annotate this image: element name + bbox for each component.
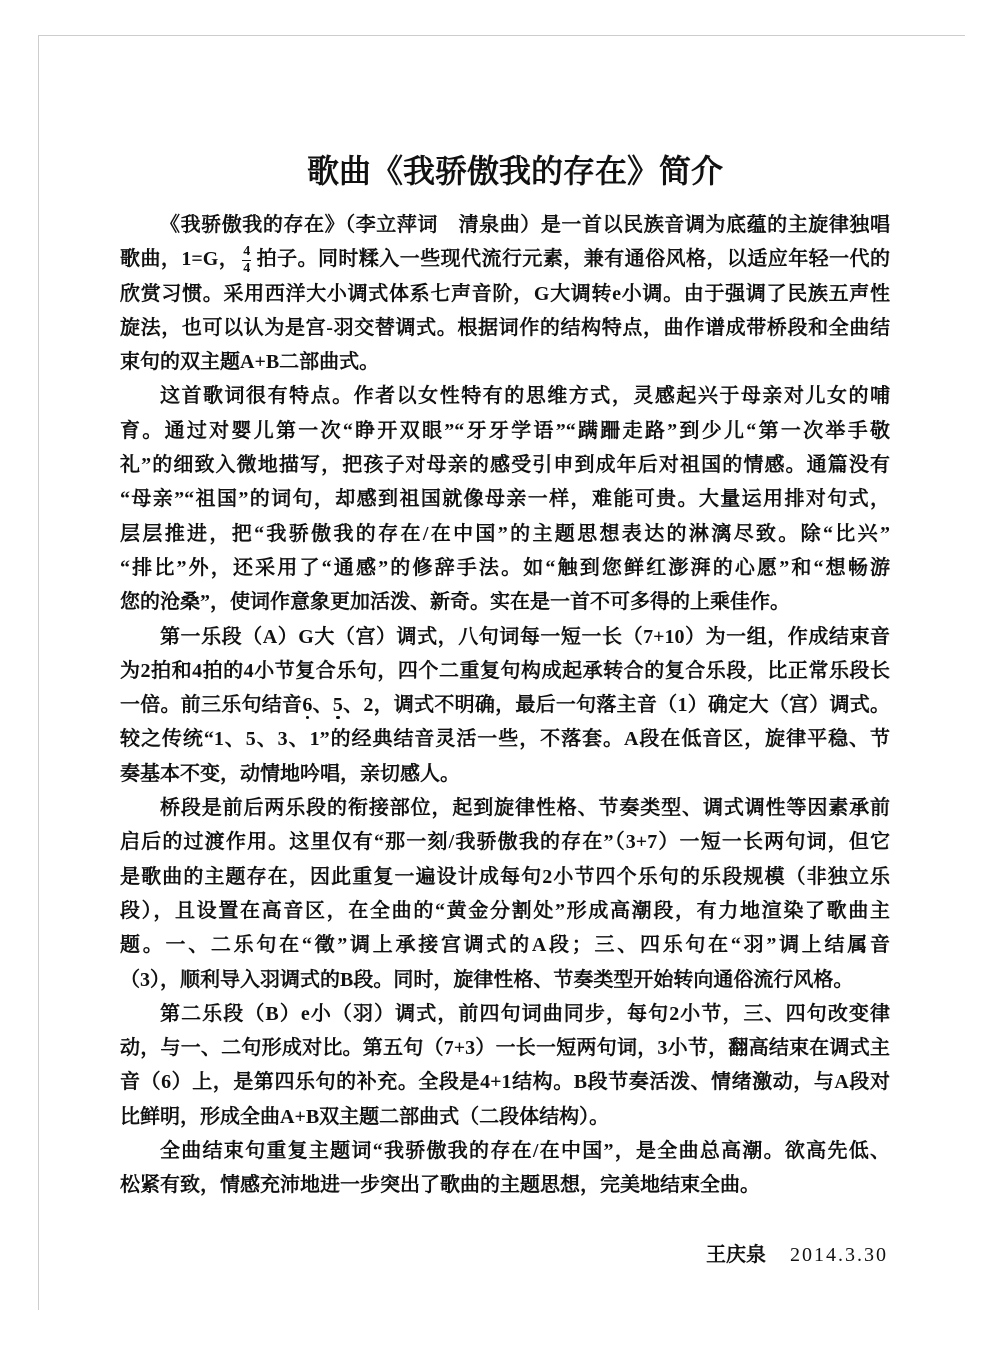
text-segment: 、 bbox=[312, 694, 333, 717]
paragraph-overview bbox=[120, 208, 890, 379]
paragraph-ending bbox=[120, 1134, 890, 1203]
paragraph-section-b bbox=[120, 997, 890, 1134]
text-line: 启后的过渡作用。这里仅有“那一刻/我骄傲我的存在”（3+7）一短一长两句词，但它 bbox=[120, 831, 890, 854]
text-line: 层层推进，把“我骄傲我的存在/在中国”的主题思想表达的淋漓尽致。除“比兴” bbox=[120, 522, 890, 545]
text-line bbox=[120, 242, 890, 276]
text-segment: 歌曲，1=G， bbox=[120, 248, 240, 271]
text-line: 段），且设置在高音区，在全曲的“黄金分割处”形成高潮段，有力地渲染了歌曲主 bbox=[120, 899, 890, 922]
text-line: 为2拍和4拍的4小节复合乐句，四个二重复句构成起承转合的复合乐段，比正常乐段长 bbox=[120, 659, 890, 682]
text-line: 育。通过对婴儿第一次“睁开双眼”“牙牙学语”“蹒跚走路”到少儿“第一次举手敬 bbox=[120, 419, 890, 442]
time-signature bbox=[242, 245, 251, 276]
text-line: 旋法，也可以认为是宫-羽交替调式。根据词作的结构特点，曲作谱成带桥段和全曲结 bbox=[120, 316, 890, 339]
text-segment: 拍子。同时糅入一些现代流行元素，兼有通俗风格，以适应年轻一代的 bbox=[256, 248, 891, 271]
document-body bbox=[120, 208, 890, 1203]
text-segment: 、2，调式不明确，最后一句落主音（1）确定大（宫）调式。 bbox=[342, 694, 891, 717]
paragraph-bridge bbox=[120, 791, 890, 997]
text-line: 《我骄傲我的存在》（李立萍词 清泉曲）是一首以民族音调为底蕴的主旋律独唱 bbox=[160, 214, 890, 236]
text-line bbox=[120, 688, 890, 722]
text-segment: 一倍。前三乐句结音 bbox=[120, 694, 303, 717]
text-line: 松紧有致，情感充沛地进一步突出了歌曲的主题思想，完美地结束全曲。 bbox=[120, 1174, 760, 1197]
signature-date: 2014.3.30 bbox=[790, 1244, 888, 1266]
text-line: 是歌曲的主题存在，因此重复一遍设计成每句2小节四个乐句的乐段规模（非独立乐 bbox=[120, 865, 890, 888]
time-signature-numerator: 4 bbox=[243, 244, 251, 260]
time-signature-denominator: 4 bbox=[243, 261, 251, 277]
text-line: 比鲜明，形成全曲A+B双主题二部曲式（二段体结构）。 bbox=[120, 1105, 610, 1128]
paragraph-section-a bbox=[120, 620, 890, 791]
text-line: 欣赏习惯。采用西洋大小调式体系七声音阶，G大调转e小调。由于强调了民族五声性 bbox=[120, 282, 890, 305]
text-line: （3），顺利导入羽调式的B段。同时，旋律性格、节奏类型开始转向通俗流行风格。 bbox=[120, 968, 854, 991]
text-line: “母亲”“祖国”的词句，却感到祖国就像母亲一样，难能可贵。大量运用排对句式， bbox=[120, 488, 890, 511]
text-line: 第一乐段（A）G大（宫）调式，八句词每一短一长（7+10）为一组，作成结束音 bbox=[160, 625, 890, 648]
text-line: 全曲结束句重复主题词“我骄傲我的存在/在中国”，是全曲总高潮。欲高先低、 bbox=[160, 1140, 890, 1163]
document-title: 歌曲《我骄傲我的存在》简介 bbox=[306, 153, 723, 189]
text-line: 束句的双主题A+B二部曲式。 bbox=[120, 351, 380, 374]
text-line: “排比”外，还采用了“通感”的修辞手法。如“触到您鲜红澎湃的心愿”和“想畅游 bbox=[120, 556, 890, 579]
text-line: 礼”的细致入微地描写，把孩子对母亲的感受引申到成年后对祖国的情感。通篇没有 bbox=[120, 454, 890, 477]
signature bbox=[706, 1240, 888, 1270]
author-name: 王庆泉 bbox=[706, 1244, 766, 1266]
text-line: 题。一、二乐句在“徵”调上承接宫调式的A段；三、四乐句在“羽”调上结属音 bbox=[120, 934, 890, 957]
text-line: 这首歌词很有特点。作者以女性特有的思维方式，灵感起兴于母亲对儿女的哺 bbox=[160, 385, 890, 408]
low-octave-note: 6 bbox=[302, 688, 312, 722]
text-line: 桥段是前后两乐段的衔接部位，起到旋律性格、节奏类型、调式调性等因素承前 bbox=[160, 797, 890, 820]
low-octave-note: 5 bbox=[333, 688, 343, 722]
text-line: 奏基本不变，动情地吟唱，亲切感人。 bbox=[120, 762, 460, 785]
text-line: 第二乐段（B）e小（羽）调式，前四句词曲同步，每句2小节，三、四句改变律 bbox=[160, 1002, 890, 1025]
paragraph-lyrics bbox=[120, 379, 890, 619]
text-line: 音（6）上，是第四乐句的补充。全段是4+1结构。B段节奏活泼、情绪激动，与A段对 bbox=[120, 1071, 890, 1094]
text-line: 动，与一、二句形成对比。第五句（7+3）一长一短两句词，3小节，翻高结束在调式主 bbox=[120, 1037, 890, 1060]
text-line: 您的沧桑”，使词作意象更加活泼、新奇。实在是一首不可多得的上乘佳作。 bbox=[120, 591, 790, 614]
text-line: 较之传统“1、5、3、1”的经典结音灵活一些，不落套。A段在低音区，旋律平稳、节 bbox=[120, 728, 890, 751]
